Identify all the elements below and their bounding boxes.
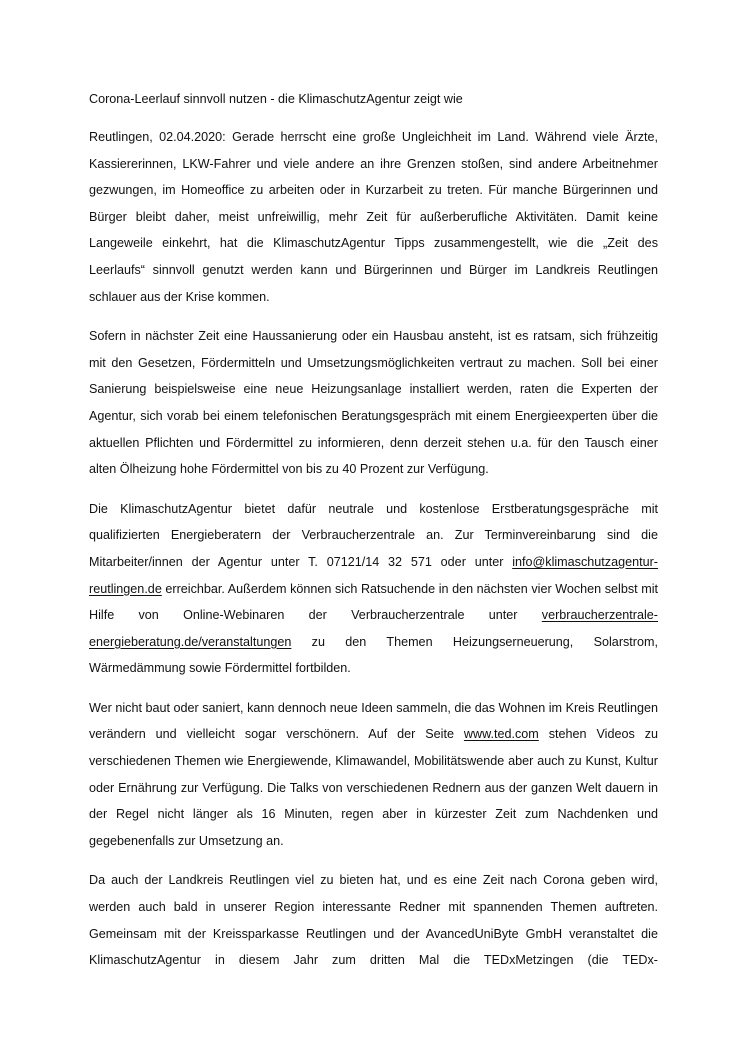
paragraph-consultation	[89, 496, 658, 682]
paragraph-renovation: Sofern in nächster Zeit eine Haussanierung oder ein Hausbau ansteht, ist es ratsam, sich frühzeitig mit den Gesetzen, Fördermitteln und Umsetzungsmöglichkeiten vertraut zu machen. Soll bei einer Sanierung beispielsweise eine neue Heizungsanlage installiert werden, raten die Experten der Agentur, sich vorab bei einem telefonischen Beratungsgespräch mit einem Energieexperten über die aktuellen Pflichten und Fördermittel zu informieren, denn derzeit stehen u.a. für den Tausch einer alten Ölheizung hohe Fördermittel von bis zu 40 Prozent zur Verfügung.	[89, 329, 658, 477]
ted-text-1: Wer nicht baut oder saniert, kann dennoch neue Ideen sammeln, die das Wohnen im Kreis Reutlingen verändern und vielleicht sogar verschönern. Auf der Seite	[89, 700, 658, 742]
email-link[interactable]: info@klimaschutzagentur-reutlingen.de	[89, 554, 658, 596]
consultation-text-1: Die KlimaschutzAgentur bietet dafür neutrale und kostenlose Erstberatungsgespräche mit qualifizierten Energieberatern der Verbraucherzentrale an. Zur Terminvereinbarung sind die Mitarbeiter/innen der Agentur unter T. 07121/14 32 571 oder unter	[89, 501, 658, 569]
ted-text-2: stehen Videos zu verschiedenen Themen wie Energiewende, Klimawandel, Mobilitätswende aber auch zu Kunst, Kultur oder Ernährung zur Verfügung. Die Talks von verschiedenen Rednern aus der ganzen Welt dauern in der Regel nicht länger als 16 Minuten, regen aber in kürzester Zeit zum Nachdenken und gegebenenfalls zur Umsetzung an.	[89, 727, 658, 848]
document-title: Corona-Leerlauf sinnvoll nutzen - die KlimaschutzAgentur zeigt wie	[89, 92, 463, 106]
ted-link[interactable]: www.ted.com	[463, 727, 539, 742]
verbraucherzentrale-link[interactable]: verbraucherzentrale-energieberatung.de/veranstaltungen	[89, 608, 658, 649]
consultation-text-2: erreichbar. Außerdem können sich Ratsuchende in den nächsten vier Wochen selbst mit Hilfe von Online-Webinaren der Verbraucherzentrale unter	[89, 581, 658, 623]
paragraph-intro: Reutlingen, 02.04.2020: Gerade herrscht eine große Ungleichheit im Land. Während viele Ärzte, Kassiererinnen, LKW-Fahrer und viele andere an ihre Grenzen stoßen, sind andere Arbeitnehmer gezwungen, im Homeoffice zu arbeiten oder in Kurzarbeit zu treten. Für manche Bürgerinnen und Bürger bleibt daher, meist unfreiwillig, mehr Zeit für außerberufliche Aktivitäten. Damit keine Langeweile einkehrt, hat die KlimaschutzAgentur Tipps zusammengestellt, wie die „Zeit des Leerlaufs“ sinnvoll genutzt werden kann und Bürgerinnen und Bürger im Landkreis Reutlingen schlauer aus der Krise kommen.	[89, 130, 658, 304]
paragraph-tedx: Da auch der Landkreis Reutlingen viel zu bieten hat, und es eine Zeit nach Corona geben wird, werden auch bald in unserer Region interessante Redner mit spannenden Themen auftreten. Gemeinsam mit der Kreissparkasse Reutlingen und der AvancedUniByte GmbH veranstaltet die KlimaschutzAgentur in diesem Jahr zum dritten Mal die TEDxMetzingen (die TEDx-	[89, 873, 658, 968]
consultation-text-3: zu den Themen Heizungserneuerung, Solarstrom, Wärmedämmung sowie Fördermittel fortbilden.	[89, 634, 658, 676]
paragraph-ted	[89, 695, 658, 855]
